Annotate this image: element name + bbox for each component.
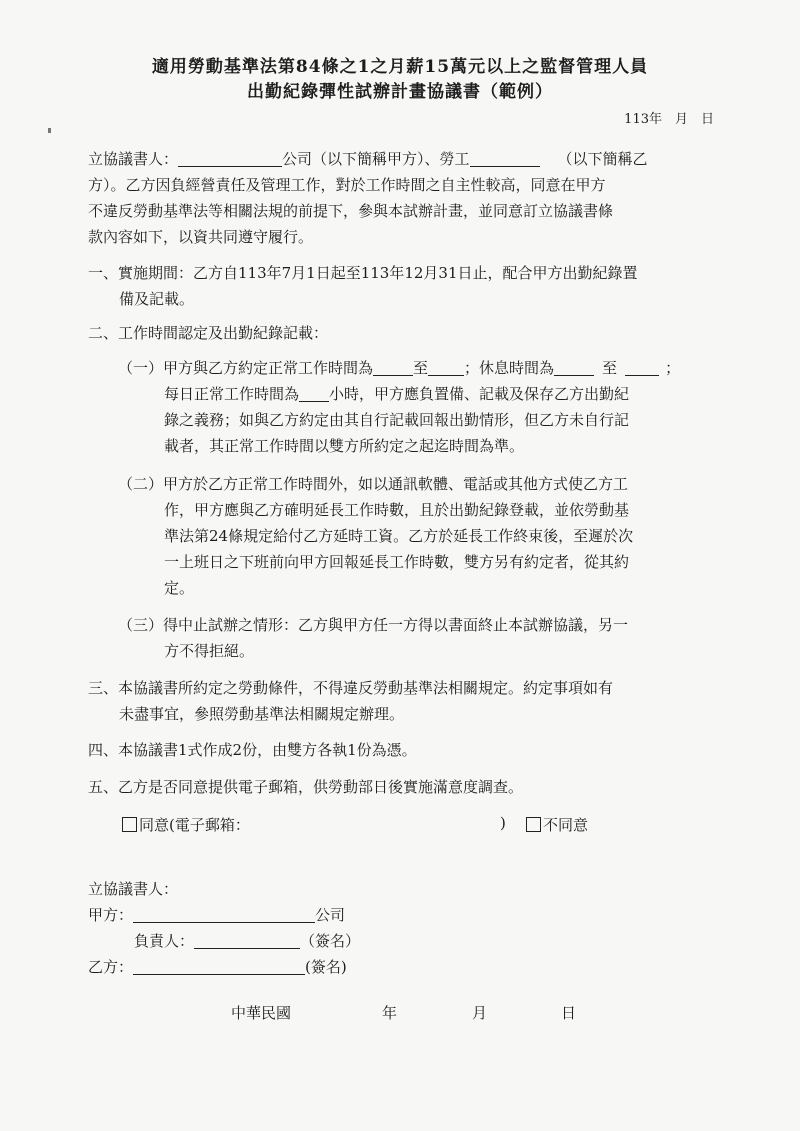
email-close-paren: ): [500, 814, 506, 832]
date-line: 113年 月 日: [624, 112, 714, 127]
party-b-line: [88, 956, 347, 977]
section2b-line5: 定。: [164, 579, 195, 597]
section5-line1: 五、乙方是否同意提供電子郵箱，供勞動部日後實施滿意度調查。: [88, 778, 524, 796]
company-name-blank[interactable]: [178, 150, 282, 167]
section2b-line3: 準法第24條規定給付乙方延時工資。乙方於延長工作終束後，至遲於次: [164, 527, 634, 545]
section2-heading: 二、工作時間認定及出勤紀錄記載：: [88, 324, 329, 342]
section2a-text-to2: 至: [602, 359, 618, 377]
party-a-label: 甲方：: [88, 906, 134, 924]
footer-year: 年: [382, 1004, 398, 1022]
disagree-label: 不同意: [543, 816, 589, 834]
footer-month: 月: [472, 1004, 488, 1022]
section2a-line1: [118, 357, 680, 378]
scan-mark: [48, 128, 51, 133]
representative-label: 負責人：: [134, 932, 195, 950]
section2c-line1: （三）得中止試辦之情形：乙方與甲方任一方得以書面終止本試辦協議，另一: [118, 616, 629, 634]
work-end-blank[interactable]: [428, 359, 464, 376]
daily-hours-blank[interactable]: [299, 385, 329, 402]
section2c-line2: 方不得拒絕。: [164, 642, 255, 660]
email-agree-option: [122, 814, 250, 835]
rest-start-blank[interactable]: [554, 359, 594, 376]
section2a-text-daily: 每日正常工作時間為: [164, 385, 300, 403]
section2b-line2: 作，甲方應與乙方確明延長工作時數，且於出勤紀錄登載，並依勞動基: [164, 501, 630, 519]
intro-label: 立協議書人：: [88, 150, 179, 168]
section2a-text-semicolon: ；: [665, 359, 681, 377]
email-disagree-option: [526, 814, 588, 835]
footer-roc: 中華民國: [231, 1004, 292, 1022]
document-title-line2: 出勤紀錄彈性試辦計畫協議書（範例）: [247, 82, 553, 102]
section2a-text-a: （一）甲方與乙方約定正常工作時間為: [118, 359, 374, 377]
section2a-text-rest: ；休息時間為: [464, 359, 555, 377]
worker-name-blank[interactable]: [470, 150, 540, 167]
disagree-checkbox[interactable]: [526, 817, 541, 832]
company-suffix: 公司: [315, 906, 346, 924]
intro-company-text: 公司（以下簡稱甲方）、勞工: [282, 150, 470, 168]
intro-line2: 方）。乙方因負經營責任及管理工作，對於工作時間之自主性較高，同意在甲方: [88, 176, 606, 194]
representative-blank[interactable]: [194, 932, 300, 949]
section2a-line3: 錄之義務；如與乙方約定由其自行記載回報出勤情形，但乙方未自行記: [164, 411, 630, 429]
section2a-line4: 載者，其正常工作時間以雙方所約定之起迄時間為準。: [164, 437, 525, 455]
intro-line4: 款內容如下，以資共同遵守履行。: [88, 228, 314, 246]
rest-end-blank[interactable]: [625, 359, 659, 376]
party-b-blank[interactable]: [133, 958, 305, 975]
section2b-line4: 一上班日之下班前向甲方回報延長工作時數，雙方另有約定者，從其約: [164, 553, 630, 571]
party-b-signature-note: (簽名): [305, 958, 347, 976]
section3-line2: 未盡事宜，參照勞動基準法相關規定辦理。: [119, 705, 405, 723]
party-a-company-blank[interactable]: [133, 906, 315, 923]
intro-line1: [88, 148, 648, 169]
section2a-text-to1: 至: [413, 359, 429, 377]
section2a-line2: [164, 383, 629, 404]
representative-line: [134, 930, 360, 951]
footer-day: 日: [561, 1004, 577, 1022]
intro-abbr-text: （以下簡稱乙: [557, 150, 648, 168]
section2b-line1: （二）甲方於乙方正常工作時間外，如以通訊軟體、電話或其他方式使乙方工: [118, 475, 629, 493]
section2a-text-hours: 小時，甲方應負置備、記載及保存乙方出勤紀: [329, 385, 630, 403]
section3-line1: 三、本協議書所約定之勞動條件，不得違反勞動基準法相關規定。約定事項如有: [88, 679, 614, 697]
signature-heading: 立協議書人：: [88, 880, 179, 898]
party-a-line: [88, 904, 345, 925]
party-b-label: 乙方：: [88, 958, 134, 976]
section1-line1: 一、實施期間：乙方自113年7月1日起至113年12月31日止，配合甲方出勤紀錄置: [88, 264, 638, 282]
section4-line1: 四、本協議書1式作成2份，由雙方各執1份為憑。: [88, 741, 417, 759]
work-start-blank[interactable]: [373, 359, 413, 376]
document-title-line1: 適用勞動基準法第84條之1之月薪15萬元以上之監督管理人員: [151, 57, 649, 77]
intro-line3: 不違反勞動基準法等相關法規的前提下，參與本試辦計畫，並同意訂立協議書條: [88, 202, 614, 220]
section1-line2: 備及記載。: [119, 290, 195, 308]
representative-signature-note: （簽名）: [300, 932, 361, 950]
agree-checkbox[interactable]: [122, 817, 137, 832]
agree-label: 同意(電子郵箱：: [139, 816, 250, 834]
